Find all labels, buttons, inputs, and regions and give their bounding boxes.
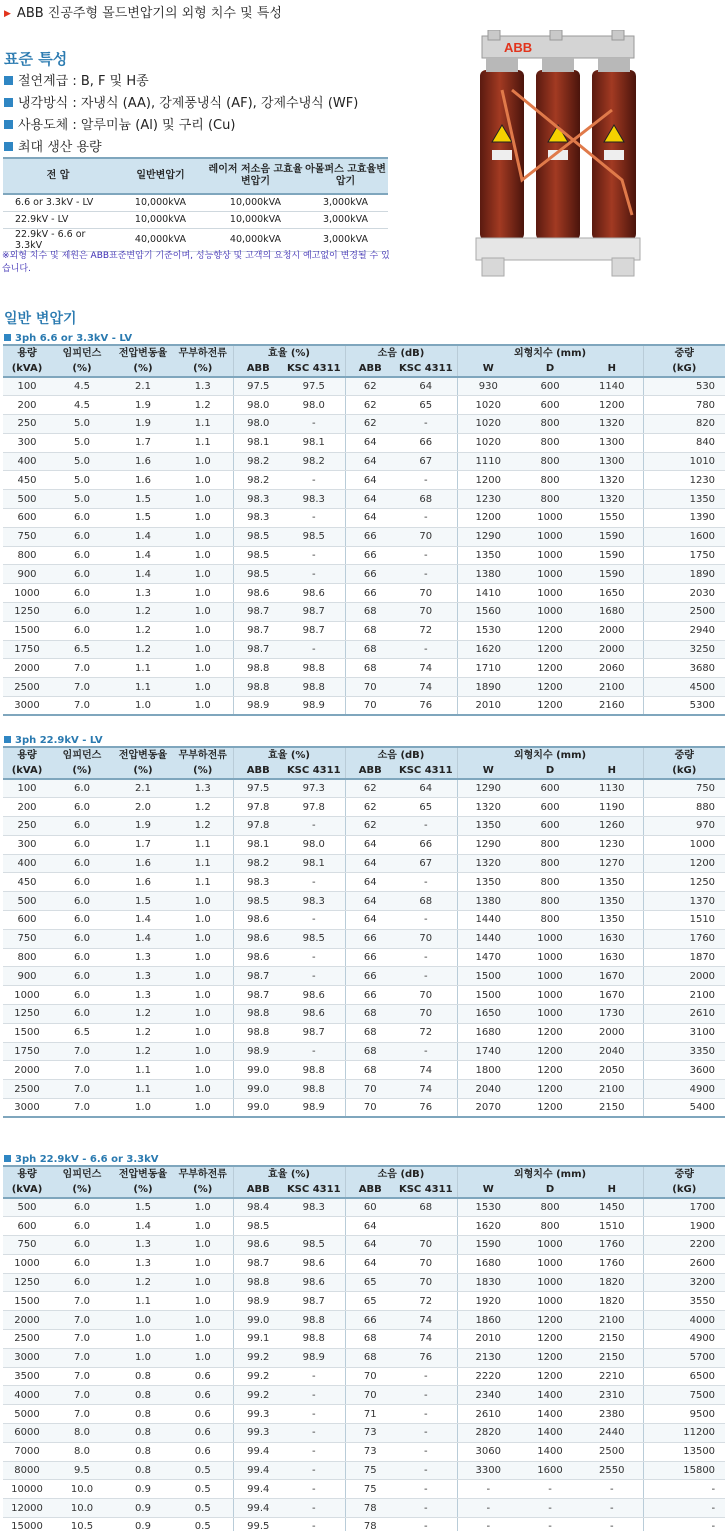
col-impedance: 임피던스 [51, 747, 113, 763]
table-row: 100 4.5 2.1 1.3 97.5 97.5 62 64 930 600 1140 530 [3, 377, 725, 396]
arrow-right-icon: ▶ [4, 9, 11, 19]
col-capacity: 용량 [3, 1166, 51, 1182]
table-row: 2000 7.0 1.1 1.0 98.8 98.8 68 74 1710 1200 2060 3680 [3, 659, 725, 678]
table-row: 1000 6.0 1.3 1.0 98.6 98.6 66 70 1410 1000 1650 2030 [3, 584, 725, 603]
table-row: 10000 10.0 0.9 0.5 99.4 - 75 - - - - - [3, 1480, 725, 1499]
col-regulation: 전압변동율 [113, 1166, 173, 1182]
col-voltage: 전 압 [3, 158, 113, 194]
table-row: 5000 7.0 0.8 0.6 99.3 - 71 - 2610 1400 2380 9500 [3, 1405, 725, 1424]
general-transformer-heading: 일반 변압기 [4, 311, 77, 327]
max-capacity-table [3, 157, 388, 252]
table-row: 800 6.0 1.3 1.0 98.6 - 66 - 1470 1000 1630 1870 [3, 948, 725, 967]
col-impedance: 임피던스 [51, 345, 113, 361]
spec-table-title: 3ph 22.9kV - LV [4, 734, 103, 747]
table-row: 400 6.0 1.6 1.1 98.2 98.1 64 67 1320 800 1270 1200 [3, 854, 725, 873]
table-row: 2500 7.0 1.0 1.0 99.1 98.8 68 74 2010 1200 2150 4900 [3, 1330, 725, 1349]
feature-item: 사용도체 : 알루미늄 (Al) 및 구리 (Cu) [4, 116, 358, 138]
spec-table: 용량 임피던스 전압변동율 무부하전류 효율 (%) 소음 (dB) 외형치수 (mm) 중량 (kVA) (%) (%) (%) ABB KSC 4311 ABB KSC 4311 W D H (kG) 500 6.0 1.5 1.0 98.4 98.3 60 68 1530 800 1450 1700 600 6.0 1.4 1.0 98.5 64 1620 800 1510 1900 750 6.0 1.3 1.0 98.6 98.5 64 70 1590 1000 1760 2200 1000 6.0 1.3 1.0 98.7 98.6 64 70 1680 1000 1760 2600 1250 6.0 1.2 1.0 98.8 98.6 65 70 1830 1000 1820 3200 1500 7.0 1.1 1.0 98.9 98.7 65 72 1920 1000 1820 3550 2000 7.0 1.0 1.0 99.0 98.8 66 74 1860 1200 2100 4000 2500 7.0 1.0 1.0 99.1 98.8 68 74 2010 1200 2150 4900 3000 7.0 1.0 1.0 99.2 98.9 68 76 2130 1200 2150 5700 3500 7.0 0.8 0.6 99.2 - 70 - 2220 1200 2210 6500 4000 7.0 0.8 0.6 99.2 - 70 - 2340 1400 2310 7500 5000 7.0 0.8 0.6 99.3 - 71 - 2610 1400 2380 9500 6000 8.0 0.8 0.6 99.3 - 73 - 2820 1400 2440 11200 7000 8.0 0.8 0.6 99.4 - 73 - 3060 1400 2500 13500 8000 9.5 0.8 0.5 99.4 - 75 - 3300 1600 2550 15800 10000 10.0 0.9 0.5 99.4 - 75 - - - - - 12000 10.0 0.9 0.5 99.4 - 78 - - - - - 15000 10.5 0.9 0.5 99.5 - 78 - - - - - [3, 1165, 725, 1531]
col-noload: 무부하전류 [173, 345, 233, 361]
table-row: 8000 9.5 0.8 0.5 99.4 - 75 - 3300 1600 2550 15800 [3, 1461, 725, 1480]
table-row: 6000 8.0 0.8 0.6 99.3 - 73 - 2820 1400 2440 11200 [3, 1424, 725, 1443]
table-row: 2500 7.0 1.1 1.0 98.8 98.8 70 74 1890 1200 2100 4500 [3, 678, 725, 697]
col-efficiency: 효율 (%) [233, 1166, 345, 1182]
table-row: 250 5.0 1.9 1.1 98.0 - 62 - 1020 800 1320 820 [3, 415, 725, 434]
col-regulation: 전압변동율 [113, 747, 173, 763]
table-row: 500 5.0 1.5 1.0 98.3 98.3 64 68 1230 800 1320 1350 [3, 490, 725, 509]
col-noise: 소음 (dB) [345, 345, 457, 361]
table-row: 6.6 or 3.3kV - LV 10,000kVA 10,000kVA 3,000kVA [3, 194, 388, 211]
table-row: 500 6.0 1.5 1.0 98.5 98.3 64 68 1380 800 1350 1370 [3, 892, 725, 911]
table-row: 22.9kV - 6.6 or 3.3kV 40,000kVA 40,000kVA 3,000kVA [3, 228, 388, 251]
table-row: 1250 6.0 1.2 1.0 98.7 98.7 68 70 1560 1000 1680 2500 [3, 603, 725, 622]
bullet-square-icon [4, 76, 13, 85]
spec-table: 용량 임피던스 전압변동율 무부하전류 효율 (%) 소음 (dB) 외형치수 (mm) 중량 (kVA) (%) (%) (%) ABB KSC 4311 ABB KSC 4311 W D H (kG) 100 4.5 2.1 1.3 97.5 97.5 62 64 930 600 1140 530 200 4.5 1.9 1.2 98.0 98.0 62 65 1020 600 1200 780 250 5.0 1.9 1.1 98.0 - 62 - 1020 800 1320 820 300 5.0 1.7 1.1 98.1 98.1 64 66 1020 800 1300 840 400 5.0 1.6 1.0 98.2 98.2 64 67 1110 800 1300 1010 450 5.0 1.6 1.0 98.2 - 64 - 1200 800 1320 1230 500 5.0 1.5 1.0 98.3 98.3 64 68 1230 800 1320 1350 600 6.0 1.5 1.0 98.3 - 64 - 1200 1000 1550 1390 750 6.0 1.4 1.0 98.5 98.5 66 70 1290 1000 1590 1600 800 6.0 1.4 1.0 98.5 - 66 - 1350 1000 1590 1750 900 6.0 1.4 1.0 98.5 - 66 - 1380 1000 1590 1890 1000 6.0 1.3 1.0 98.6 98.6 66 70 1410 1000 1650 2030 1250 6.0 1.2 1.0 98.7 98.7 68 70 1560 1000 1680 2500 1500 6.0 1.2 1.0 98.7 98.7 68 72 1530 1200 2000 2940 1750 6.5 1.2 1.0 98.7 - 68 - 1620 1200 2000 3250 2000 7.0 1.1 1.0 98.8 98.8 68 74 1710 1200 2060 3680 2500 7.0 1.1 1.0 98.8 98.8 70 74 1890 1200 2100 4500 3000 7.0 1.0 1.0 98.9 98.9 70 76 2010 1200 2160 5300 [3, 344, 725, 716]
col-efficiency: 효율 (%) [233, 747, 345, 763]
table-row: 1000 6.0 1.3 1.0 98.7 98.6 66 70 1500 1000 1670 2100 [3, 986, 725, 1005]
transformer-photo [472, 30, 644, 278]
col-noise: 소음 (dB) [345, 747, 457, 763]
table-row: 4000 7.0 0.8 0.6 99.2 - 70 - 2340 1400 2310 7500 [3, 1386, 725, 1405]
spec-note: ※외형 치수 및 제원은 ABB표준변압기 기준이며, 성능향상 및 고객의 요청시 예고없이 변경될 수 있습니다. [2, 251, 390, 274]
bullet-square-icon [4, 120, 13, 129]
table-row: 1250 6.0 1.2 1.0 98.8 98.6 65 70 1830 1000 1820 3200 [3, 1273, 725, 1292]
col-weight: 중량 [643, 747, 725, 763]
table-row: 750 6.0 1.3 1.0 98.6 98.5 64 70 1590 1000 1760 2200 [3, 1236, 725, 1255]
col-impedance: 임피던스 [51, 1166, 113, 1182]
bullet-square-icon [4, 334, 11, 341]
page-title [4, 2, 282, 22]
bullet-square-icon [4, 1155, 11, 1162]
table-row: 1500 7.0 1.1 1.0 98.9 98.7 65 72 1920 1000 1820 3550 [3, 1292, 725, 1311]
col-dimension: 외형치수 (mm) [457, 345, 643, 361]
col-noload: 무부하전류 [173, 1166, 233, 1182]
table-row: 3500 7.0 0.8 0.6 99.2 - 70 - 2220 1200 2210 6500 [3, 1367, 725, 1386]
table-row: 100 6.0 2.1 1.3 97.5 97.3 62 64 1290 600 1130 750 [3, 779, 725, 798]
col-dimension: 외형치수 (mm) [457, 747, 643, 763]
table-row: 15000 10.5 0.9 0.5 99.5 - 78 - - - - - [3, 1518, 725, 1531]
table-row: 300 6.0 1.7 1.1 98.1 98.0 64 66 1290 800 1230 1000 [3, 835, 725, 854]
table-row: 600 6.0 1.4 1.0 98.5 64 1620 800 1510 1900 [3, 1217, 725, 1236]
col-dimension: 외형치수 (mm) [457, 1166, 643, 1182]
table-row: 1500 6.0 1.2 1.0 98.7 98.7 68 72 1530 1200 2000 2940 [3, 621, 725, 640]
col-capacity: 용량 [3, 345, 51, 361]
col-weight: 중량 [643, 1166, 725, 1182]
table-row: 300 5.0 1.7 1.1 98.1 98.1 64 66 1020 800 1300 840 [3, 433, 725, 452]
standard-heading: 표준 특성 [4, 50, 68, 68]
table-row: 12000 10.0 0.9 0.5 99.4 - 78 - - - - - [3, 1499, 725, 1518]
feature-list [4, 72, 358, 160]
table-row: 7000 8.0 0.8 0.6 99.4 - 73 - 3060 1400 2500 13500 [3, 1442, 725, 1461]
table-row: 900 6.0 1.4 1.0 98.5 - 66 - 1380 1000 1590 1890 [3, 565, 725, 584]
table-row: 2500 7.0 1.1 1.0 99.0 98.8 70 74 2040 1200 2100 4900 [3, 1080, 725, 1099]
table-row: 2000 7.0 1.0 1.0 99.0 98.8 66 74 1860 1200 2100 4000 [3, 1311, 725, 1330]
table-row: 200 6.0 2.0 1.2 97.8 97.8 62 65 1320 600 1190 880 [3, 798, 725, 817]
table-row: 1750 6.5 1.2 1.0 98.7 - 68 - 1620 1200 2000 3250 [3, 640, 725, 659]
page-title-text: ABB 진공주형 몰드변압기의 외형 치수 및 특성 [16, 6, 282, 21]
abb-logo-text: ABB [504, 40, 533, 55]
col-weight: 중량 [643, 345, 725, 361]
table-row: 600 6.0 1.5 1.0 98.3 - 64 - 1200 1000 1550 1390 [3, 509, 725, 528]
table-row: 3000 7.0 1.0 1.0 99.0 98.9 70 76 2070 1200 2150 5400 [3, 1099, 725, 1118]
table-row: 1750 7.0 1.2 1.0 98.9 - 68 - 1740 1200 2040 3350 [3, 1042, 725, 1061]
table-row: 450 5.0 1.6 1.0 98.2 - 64 - 1200 800 1320 1230 [3, 471, 725, 490]
col-noload: 무부하전류 [173, 747, 233, 763]
spec-table: 용량 임피던스 전압변동율 무부하전류 효율 (%) 소음 (dB) 외형치수 (mm) 중량 (kVA) (%) (%) (%) ABB KSC 4311 ABB KSC 4311 W D H (kG) 100 6.0 2.1 1.3 97.5 97.3 62 64 1290 600 1130 750 200 6.0 2.0 1.2 97.8 97.8 62 65 1320 600 1190 880 250 6.0 1.9 1.2 97.8 - 62 - 1350 600 1260 970 300 6.0 1.7 1.1 98.1 98.0 64 66 1290 800 1230 1000 400 6.0 1.6 1.1 98.2 98.1 64 67 1320 800 1270 1200 450 6.0 1.6 1.1 98.3 - 64 - 1350 800 1350 1250 500 6.0 1.5 1.0 98.5 98.3 64 68 1380 800 1350 1370 600 6.0 1.4 1.0 98.6 - 64 - 1440 800 1350 1510 750 6.0 1.4 1.0 98.6 98.5 66 70 1440 1000 1630 1760 800 6.0 1.3 1.0 98.6 - 66 - 1470 1000 1630 1870 900 6.0 1.3 1.0 98.7 - 66 - 1500 1000 1670 2000 1000 6.0 1.3 1.0 98.7 98.6 66 70 1500 1000 1670 2100 1250 6.0 1.2 1.0 98.8 98.6 68 70 1650 1000 1730 2610 1500 6.5 1.2 1.0 98.8 98.7 68 72 1680 1200 2000 3100 1750 7.0 1.2 1.0 98.9 - 68 - 1740 1200 2040 3350 2000 7.0 1.1 1.0 99.0 98.8 68 74 1800 1200 2050 3600 2500 7.0 1.1 1.0 99.0 98.8 70 74 2040 1200 2100 4900 3000 7.0 1.0 1.0 99.0 98.9 70 76 2070 1200 2150 5400 [3, 746, 725, 1118]
table-row: 3000 7.0 1.0 1.0 98.9 98.9 70 76 2010 1200 2160 5300 [3, 697, 725, 716]
col-noise: 소음 (dB) [345, 1166, 457, 1182]
col-amorphous: 아몰퍼스 고효율변압기 [303, 158, 388, 194]
table-row: 1500 6.5 1.2 1.0 98.8 98.7 68 72 1680 1200 2000 3100 [3, 1023, 725, 1042]
table-row: 800 6.0 1.4 1.0 98.5 - 66 - 1350 1000 1590 1750 [3, 546, 725, 565]
table-row: 1250 6.0 1.2 1.0 98.8 98.6 68 70 1650 1000 1730 2610 [3, 1005, 725, 1024]
bullet-square-icon [4, 142, 13, 151]
feature-item: 최대 생산 용량 [4, 138, 358, 160]
col-capacity: 용량 [3, 747, 51, 763]
table-row: 200 4.5 1.9 1.2 98.0 98.0 62 65 1020 600 1200 780 [3, 396, 725, 415]
table-row: 600 6.0 1.4 1.0 98.6 - 64 - 1440 800 1350 1510 [3, 911, 725, 930]
bullet-square-icon [4, 98, 13, 107]
col-regulation: 전압변동율 [113, 345, 173, 361]
col-efficiency: 효율 (%) [233, 345, 345, 361]
col-general: 일반변압기 [113, 158, 208, 194]
table-row: 450 6.0 1.6 1.1 98.3 - 64 - 1350 800 1350 1250 [3, 873, 725, 892]
table-row: 22.9kV - LV 10,000kVA 10,000kVA 3,000kVA [3, 211, 388, 228]
table-row: 3000 7.0 1.0 1.0 99.2 98.9 68 76 2130 1200 2150 5700 [3, 1348, 725, 1367]
spec-table-title: 3ph 22.9kV - 6.6 or 3.3kV [4, 1153, 158, 1166]
bullet-square-icon [4, 736, 11, 743]
table-row: 750 6.0 1.4 1.0 98.5 98.5 66 70 1290 1000 1590 1600 [3, 527, 725, 546]
table-row: 750 6.0 1.4 1.0 98.6 98.5 66 70 1440 1000 1630 1760 [3, 929, 725, 948]
table-row: 2000 7.0 1.1 1.0 99.0 98.8 68 74 1800 1200 2050 3600 [3, 1061, 725, 1080]
feature-item: 냉각방식 : 자냉식 (AA), 강제풍냉식 (AF), 강제수냉식 (WF) [4, 94, 358, 116]
table-row: 250 6.0 1.9 1.2 97.8 - 62 - 1350 600 1260 970 [3, 817, 725, 836]
col-laser: 레이저 저소음 고효율변압기 [208, 158, 303, 194]
spec-table-title: 3ph 6.6 or 3.3kV - LV [4, 332, 132, 345]
table-row: 1000 6.0 1.3 1.0 98.7 98.6 64 70 1680 1000 1760 2600 [3, 1254, 725, 1273]
feature-item: 절연계급 : B, F 및 H종 [4, 72, 358, 94]
table-row: 400 5.0 1.6 1.0 98.2 98.2 64 67 1110 800 1300 1010 [3, 452, 725, 471]
table-row: 900 6.0 1.3 1.0 98.7 - 66 - 1500 1000 1670 2000 [3, 967, 725, 986]
table-row: 500 6.0 1.5 1.0 98.4 98.3 60 68 1530 800 1450 1700 [3, 1198, 725, 1217]
